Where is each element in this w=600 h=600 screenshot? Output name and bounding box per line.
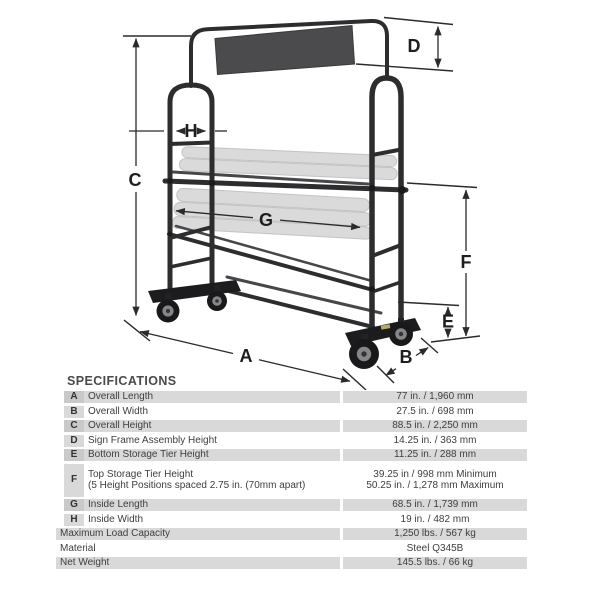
spec-table-rows [56,391,527,569]
spec-row-letter: A [64,391,84,403]
ground-tick [431,336,480,342]
spec-row-letter: C [64,420,84,432]
spec-row-value: 19 in. / 482 mm [400,513,470,525]
spec-table-title: SPECIFICATIONS [67,374,177,388]
spec-row-value: 68.5 in. / 1,739 mm [343,499,527,511]
dim-label-c: C [128,170,142,190]
spec-row-letter: D [64,435,84,447]
spec-row-letter: F [64,464,84,497]
spec-row [56,406,527,418]
spec-row-label: Sign Frame Assembly Height [88,434,217,446]
spec-row-label: Bottom Storage Tier Height [84,449,340,461]
dim-label-d: D [407,36,421,56]
spec-row-value: 27.5 in. / 698 mm [396,405,474,417]
dim-label-f: F [460,252,472,272]
spec-row [56,543,527,555]
spec-row-value: 88.5 in. / 2,250 mm [343,420,527,432]
spec-row-value: 145.5 lbs. / 66 kg [343,557,527,569]
spec-row-value: 77 in. / 1,960 mm [343,391,527,403]
spec-row-letter: G [64,499,84,511]
spec-row [56,420,527,432]
spec-row [56,435,527,447]
spec-row-value: Steel Q345B [406,542,464,554]
rail-joint [167,178,173,184]
spec-row-label: Net Weight [56,557,340,569]
spec-row [56,557,527,569]
spec-row-letter: H [64,514,84,526]
rail-joint [168,232,173,237]
spec-row-value: 1,250 lbs. / 567 kg [343,528,527,540]
dim-label-a: A [239,346,253,366]
dim-label-e: E [441,311,455,332]
right-end-frame [372,78,401,338]
spec-row-value: 11.25 in. / 288 mm [343,449,527,461]
spec-row-label: Inside Length [84,499,340,511]
dim-label-h: H [184,121,198,141]
sign-panel [215,26,355,75]
spec-row-letter: B [64,406,84,418]
spec-row-label: Maximum Load Capacity [56,528,340,540]
rail-joint [369,286,375,292]
spec-row-label: Inside Width [88,513,144,525]
dimension-b [377,338,438,383]
spec-row-label: Top Storage Tier Height (5 Height Positions spaced 2.75 in. (70mm apart) [88,468,306,491]
spec-row-label: Overall Height [84,420,340,432]
dim-label-b: B [399,347,413,367]
rail-joint [369,185,375,191]
spec-row-label: Overall Width [88,405,149,417]
spec-row-label: Overall Length [84,391,340,403]
spec-row [56,391,527,403]
spec-row [56,528,527,540]
spec-row [56,514,527,526]
spec-row-value: 14.25 in. / 363 mm [393,434,477,446]
spec-row-label: Material [60,542,96,554]
dim-label-g: G [258,210,274,230]
rail-joint [209,180,215,186]
spec-row-value: 39.25 in / 998 mm Minimum 50.25 in. / 1,278 mm Maximum [366,468,504,491]
dimension-d [356,18,453,72]
spec-row-letter: E [64,449,84,461]
rail-joint [398,186,406,194]
spec-row [56,499,527,511]
spec-table [56,391,527,572]
spec-row [56,449,527,461]
spec-row [56,464,527,497]
left-base-plate [148,280,241,303]
